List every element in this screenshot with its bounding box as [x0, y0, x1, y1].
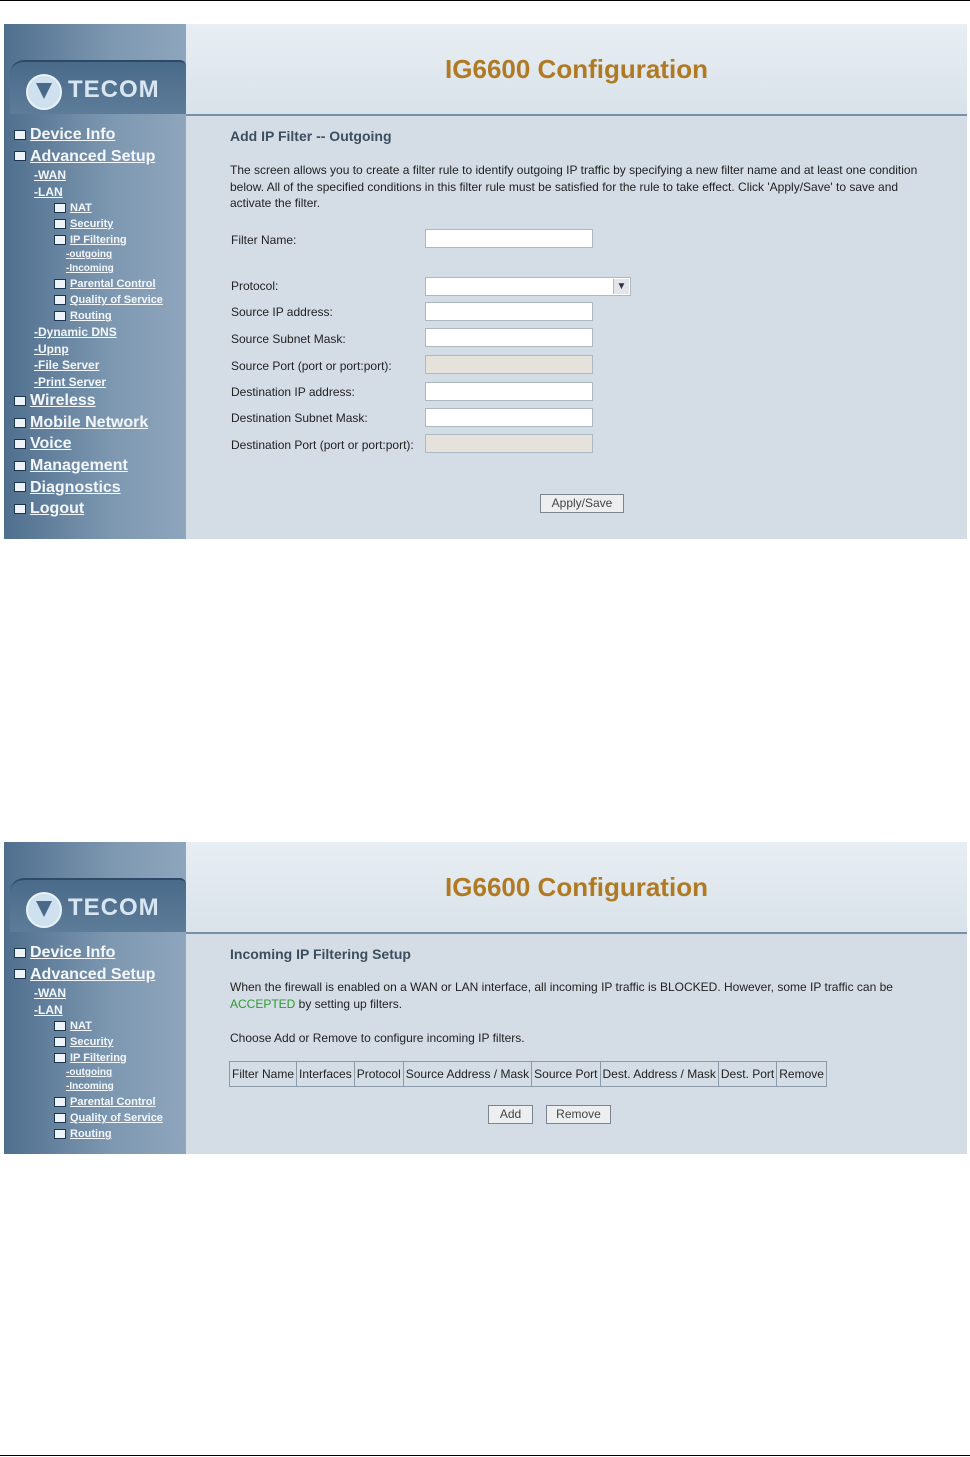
bullet-dash: -	[34, 374, 38, 389]
filter-name-input[interactable]	[425, 229, 593, 248]
sidebar-item-routing[interactable]	[14, 308, 163, 324]
page-header	[186, 842, 967, 934]
sidebar-item-dynamic-dns[interactable]	[14, 324, 163, 341]
folder-icon	[14, 396, 26, 406]
bullet-dash: -	[66, 1081, 70, 1093]
sidebar-item-label: NAT	[70, 1020, 92, 1033]
sidebar-item-label: NAT	[70, 202, 92, 215]
description-text: The screen allows you to create a filter rule to identify outgoing IP traffic by specifying a new filter name and at least one condition below. All of the specified conditions in this filter rule must be satisfied for the rule to take effect. Click 'Apply/Save' to save and activate the filter.	[230, 163, 918, 210]
folder-icon	[54, 203, 66, 213]
sidebar-item-parental-control[interactable]	[14, 276, 163, 292]
sidebar-item-label: Security	[70, 218, 114, 231]
dest-mask-input[interactable]	[425, 408, 593, 427]
bullet-dash: -	[34, 358, 38, 373]
folder-icon	[54, 219, 66, 229]
sidebar-item-wan[interactable]	[14, 167, 163, 184]
sidebar-item-label: Voice	[30, 435, 72, 453]
dest-ip-input[interactable]	[425, 382, 593, 401]
sidebar-item-voice[interactable]	[14, 433, 163, 455]
tecom-logo-icon	[26, 892, 62, 928]
tecom-logo: TECOM	[10, 60, 186, 114]
sidebar-item-incoming[interactable]	[14, 262, 163, 276]
sidebar-item-print-server[interactable]	[14, 374, 163, 391]
table-header-row	[230, 1062, 827, 1087]
sidebar-item-logout[interactable]	[14, 498, 163, 520]
folder-icon	[54, 311, 66, 321]
filters-table	[229, 1061, 827, 1087]
table-header-cell: Source Address / Mask	[403, 1062, 531, 1087]
sidebar-item-parental-control[interactable]	[14, 1094, 163, 1110]
table-header-cell: Protocol	[354, 1062, 403, 1087]
sidebar-item-label: Diagnostics	[30, 478, 121, 496]
dest-mask-label: Destination Subnet Mask:	[231, 411, 368, 425]
sidebar-item-label: File Server	[38, 358, 100, 373]
sidebar-item-label: WAN	[38, 986, 66, 1001]
sidebar-item-label: Device Info	[30, 944, 116, 961]
sidebar-item-security[interactable]	[14, 216, 163, 232]
page-title: IG6600 Configuration	[445, 872, 708, 902]
sidebar-item-nat[interactable]	[14, 200, 163, 216]
folder-icon	[14, 948, 26, 958]
table-header-cell: Remove	[777, 1062, 827, 1087]
folder-icon	[14, 461, 26, 471]
section-title: Add IP Filter -- Outgoing	[230, 128, 392, 144]
sidebar-item-wan[interactable]	[14, 985, 163, 1002]
sidebar-item-label: IP Filtering	[70, 1052, 127, 1065]
bottom-rule	[0, 1455, 970, 1456]
table-header-cell: Interfaces	[297, 1062, 355, 1087]
tecom-logo-icon	[26, 74, 62, 110]
add-button[interactable]: Add	[488, 1105, 533, 1124]
page-title: IG6600 Configuration	[445, 54, 708, 84]
sidebar-item-label: outgoing	[69, 249, 113, 261]
sidebar-item-label: Parental Control	[70, 1096, 156, 1109]
sidebar-item-label: IP Filtering	[70, 234, 127, 247]
folder-icon	[54, 1129, 66, 1139]
page-header	[186, 24, 967, 116]
sidebar-nav	[14, 942, 163, 1142]
folder-icon	[14, 439, 26, 449]
sidebar-item-label: Print Server	[38, 374, 107, 389]
sidebar-item-ip-filtering[interactable]	[14, 232, 163, 248]
choose-text: Choose Add or Remove to configure incoming IP filters.	[230, 1031, 525, 1045]
sidebar-item-device-info[interactable]	[14, 124, 163, 146]
sidebar-item-label: Wireless	[30, 392, 96, 410]
sidebar-item-label: Security	[70, 1036, 114, 1049]
source-port-input[interactable]	[425, 355, 593, 374]
sidebar	[4, 842, 186, 1154]
section-title: Incoming IP Filtering Setup	[230, 946, 411, 962]
sidebar-item-label: LAN	[38, 184, 63, 199]
sidebar-nav	[14, 124, 163, 520]
sidebar-item-outgoing[interactable]	[14, 248, 163, 262]
sidebar-item-upnp[interactable]	[14, 341, 163, 358]
accepted-text: ACCEPTED	[230, 996, 296, 1011]
bullet-dash: -	[34, 325, 38, 340]
sidebar-item-device-info[interactable]	[14, 942, 163, 964]
bullet-dash: -	[34, 1002, 38, 1017]
sidebar-item-label: Parental Control	[70, 278, 156, 291]
chevron-down-icon[interactable]: ▼	[613, 279, 629, 294]
sidebar-item-label: Routing	[70, 310, 112, 323]
bullet-dash: -	[34, 168, 38, 183]
sidebar-item-label: Advanced Setup	[30, 965, 156, 983]
sidebar-item-advanced-setup[interactable]	[14, 964, 163, 986]
table-header-cell: Filter Name	[230, 1062, 297, 1087]
sidebar-item-management[interactable]	[14, 455, 163, 477]
folder-icon	[14, 151, 26, 161]
sidebar-item-label: Routing	[70, 1128, 112, 1141]
top-rule	[0, 0, 970, 1]
sidebar-item-ip-filtering[interactable]	[14, 1050, 163, 1066]
folder-icon	[54, 295, 66, 305]
sidebar-item-label: Mobile Network	[30, 413, 149, 431]
filter-name-label: Filter Name:	[231, 233, 297, 247]
folder-icon	[14, 482, 26, 492]
sidebar-item-label: Upnp	[38, 341, 69, 356]
folder-icon	[54, 235, 66, 245]
sidebar-item-label: Quality of Service	[70, 1112, 163, 1125]
screenshot-add-ip-filter-outgoing	[4, 24, 967, 539]
sidebar-item-mobile-network[interactable]	[14, 412, 163, 434]
sidebar-item-label: outgoing	[69, 1067, 113, 1079]
sidebar-item-security[interactable]	[14, 1034, 163, 1050]
source-ip-label: Source IP address:	[231, 305, 333, 319]
screenshot-incoming-ip-filtering	[4, 842, 967, 1154]
description-part-1: When the firewall is enabled on a WAN or LAN interface, all incoming IP traffic is BLOCKED. However, some IP traffic can be	[230, 980, 893, 994]
sidebar-item-label: Logout	[30, 500, 85, 518]
sidebar-item-outgoing[interactable]	[14, 1066, 163, 1080]
sidebar-item-lan[interactable]	[14, 1002, 163, 1019]
bullet-dash: -	[34, 341, 38, 356]
bullet-dash: -	[34, 986, 38, 1001]
sidebar-item-file-server[interactable]	[14, 357, 163, 374]
folder-icon	[14, 969, 26, 979]
sidebar-item-quality-of-service[interactable]	[14, 292, 163, 308]
folder-icon	[14, 418, 26, 428]
folder-icon	[54, 1053, 66, 1063]
protocol-label: Protocol:	[231, 279, 279, 293]
sidebar-item-label: Management	[30, 456, 128, 474]
tecom-logo: TECOM	[10, 878, 186, 932]
sidebar-item-label: Quality of Service	[70, 294, 163, 307]
source-mask-input[interactable]	[425, 328, 593, 347]
sidebar-item-label: LAN	[38, 1002, 63, 1017]
sidebar-item-label: Dynamic DNS	[38, 325, 117, 340]
folder-icon	[54, 279, 66, 289]
bullet-dash: -	[66, 249, 70, 261]
description-part-2: by setting up filters.	[295, 996, 403, 1011]
sidebar-item-label: Incoming	[69, 263, 114, 275]
main-content	[186, 116, 967, 539]
dest-port-label: Destination Port (port or port:port):	[231, 438, 414, 452]
sidebar-item-nat[interactable]	[14, 1018, 163, 1034]
sidebar-item-wireless[interactable]	[14, 390, 163, 412]
source-port-label: Source Port (port or port:port):	[231, 359, 392, 373]
folder-icon	[14, 130, 26, 140]
folder-icon	[54, 1113, 66, 1123]
description-text	[230, 979, 930, 1012]
dest-ip-label: Destination IP address:	[231, 385, 355, 399]
apply-save-button[interactable]: Apply/Save	[540, 494, 624, 513]
sidebar-item-incoming[interactable]	[14, 1080, 163, 1094]
folder-icon	[14, 504, 26, 514]
sidebar-item-diagnostics[interactable]	[14, 477, 163, 499]
sidebar-item-quality-of-service[interactable]	[14, 1110, 163, 1126]
folder-icon	[54, 1037, 66, 1047]
sidebar-item-routing[interactable]	[14, 1126, 163, 1142]
table-header-cell: Source Port	[532, 1062, 600, 1087]
source-ip-input[interactable]	[425, 302, 593, 321]
main-content	[186, 934, 967, 1154]
sidebar-item-label: Advanced Setup	[30, 147, 156, 165]
bullet-dash: -	[34, 184, 38, 199]
bullet-dash: -	[66, 263, 70, 275]
protocol-select[interactable]	[425, 277, 631, 296]
folder-icon	[54, 1021, 66, 1031]
sidebar-item-advanced-setup[interactable]	[14, 146, 163, 168]
dest-port-input[interactable]	[425, 434, 593, 453]
table-header-cell: Dest. Address / Mask	[600, 1062, 718, 1087]
sidebar-item-lan[interactable]	[14, 184, 163, 201]
table-header-cell: Dest. Port	[718, 1062, 776, 1087]
remove-button[interactable]: Remove	[546, 1105, 611, 1124]
folder-icon	[54, 1097, 66, 1107]
sidebar-item-label: WAN	[38, 168, 66, 183]
sidebar	[4, 24, 186, 539]
sidebar-item-label: Device Info	[30, 126, 116, 143]
source-mask-label: Source Subnet Mask:	[231, 332, 346, 346]
sidebar-item-label: Incoming	[69, 1081, 114, 1093]
bullet-dash: -	[66, 1067, 70, 1079]
